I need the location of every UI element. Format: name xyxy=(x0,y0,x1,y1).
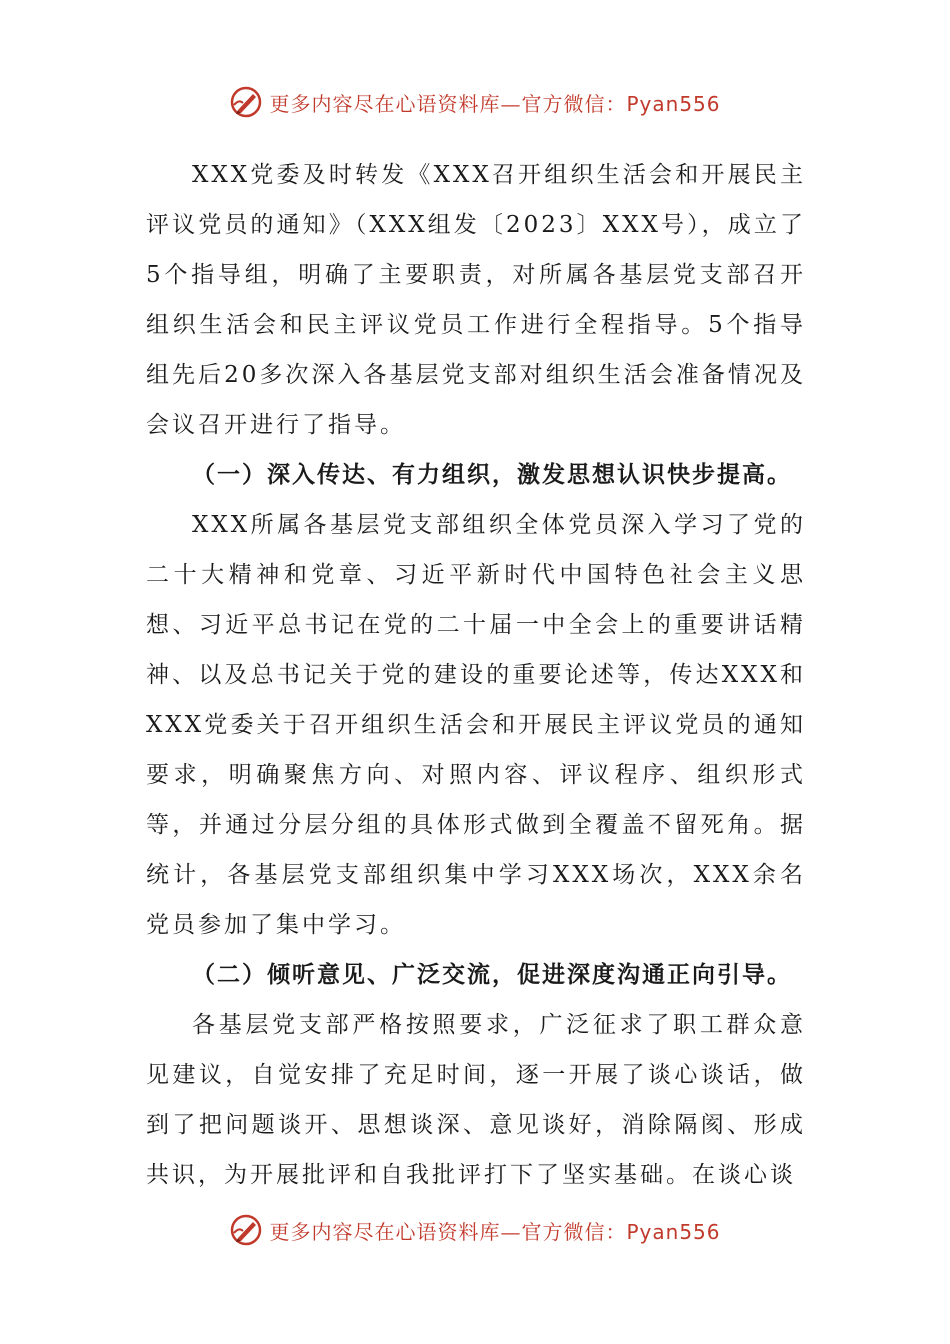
pen-logo-icon xyxy=(229,1213,263,1247)
watermark-wechat-label: 官方微信： xyxy=(521,91,627,116)
watermark-separator: — xyxy=(500,91,522,116)
document-body xyxy=(146,150,806,1200)
header-watermark xyxy=(0,82,950,122)
paragraph-section-2: 各基层党支部严格按照要求，广泛征求了职工群众意见建议，自觉安排了充足时间，逐一开展了谈心谈话，做到了把问题谈开、思想谈深、意见谈好，消除隔阂、形成共识，为开展批评和自我批评打下了坚实基础。在谈心谈 xyxy=(146,1012,806,1188)
watermark-main: 更多内容尽在心语资料库 xyxy=(269,1219,501,1244)
section-heading-1: （一）深入传达、有力组织，激发思想认识快步提高。 xyxy=(192,462,792,488)
section-heading-2: （二）倾听意见、广泛交流，促进深度沟通正向引导。 xyxy=(192,962,792,988)
paragraph-section-1: XXX所属各基层党支部组织全体党员深入学习了党的二十大精神和党章、习近平新时代中国特色社会主义思想、习近平总书记在党的二十届一中全会上的重要讲话精神、以及总书记关于党的建设的重要论述等，传达XXX和XXX党委关于召开组织生活会和开展民主评议党员的通知要求，明确聚焦方向、对照内容、评议程序、组织形式等，并通过分层分组的具体形式做到全覆盖不留死角。据统计，各基层党支部组织集中学习XXX场次，XXX余名党员参加了集中学习。 xyxy=(146,512,806,938)
watermark-text xyxy=(269,88,720,117)
footer-watermark xyxy=(0,1210,950,1250)
watermark-wechat-id: Pyan556 xyxy=(626,1219,721,1244)
watermark-wechat-label: 官方微信： xyxy=(521,1219,627,1244)
pen-logo-icon xyxy=(229,85,263,119)
watermark-wechat-id: Pyan556 xyxy=(626,91,721,116)
paragraph-intro: XXX党委及时转发《XXX召开组织生活会和开展民主评议党员的通知》（XXX组发〔2023〕XXX号），成立了5个指导组，明确了主要职责，对所属各基层党支部召开组织生活会和民主评议党员工作进行全程指导。5个指导组先后20多次深入各基层党支部对组织生活会准备情况及会议召开进行了指导。 xyxy=(146,162,806,438)
watermark-text xyxy=(269,1216,720,1245)
watermark-main: 更多内容尽在心语资料库 xyxy=(269,91,501,116)
watermark-separator: — xyxy=(500,1219,522,1244)
